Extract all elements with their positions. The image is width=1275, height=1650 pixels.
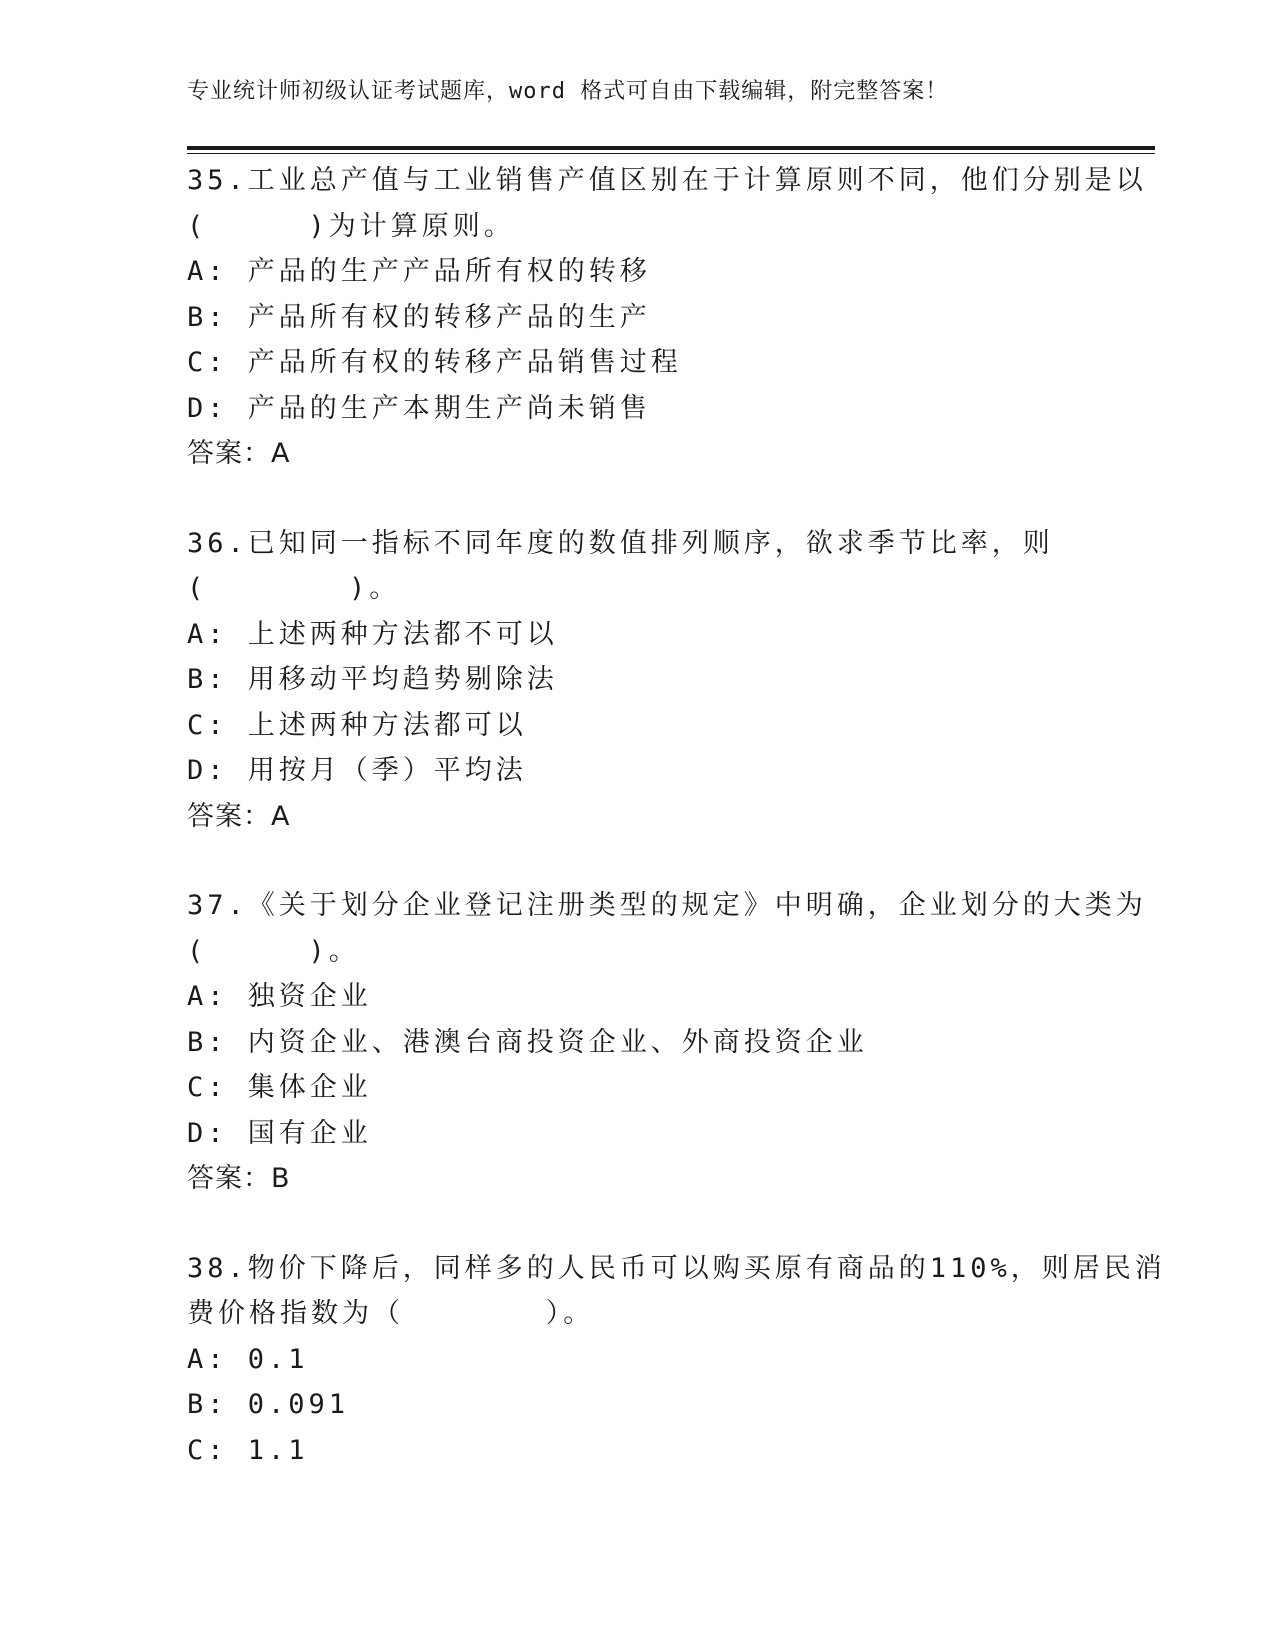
answer-label: 答案：B bbox=[187, 1163, 291, 1194]
question-stem: 36.已知同一指标不同年度的数值排列顺序，欲求季节比率，则 bbox=[187, 527, 1054, 559]
header-rule-thin bbox=[187, 153, 1155, 154]
option-a: A: 上述两种方法都不可以 bbox=[187, 618, 558, 650]
option-d: D: 产品的生产本期生产尚未销售 bbox=[187, 392, 651, 424]
question-stem-continued: ( )。 bbox=[187, 573, 401, 604]
option-c: C: 1.1 bbox=[187, 1434, 309, 1466]
question-list bbox=[187, 158, 1166, 1473]
option-c: C: 上述两种方法都可以 bbox=[187, 709, 527, 741]
option-c: C: 集体企业 bbox=[187, 1072, 372, 1103]
option-b: B: 用移动平均趋势剔除法 bbox=[187, 664, 558, 695]
option-b: B: 0.091 bbox=[187, 1389, 350, 1420]
answer-label: 答案：A bbox=[187, 800, 291, 832]
option-b: B: 产品所有权的转移产品的生产 bbox=[187, 301, 651, 333]
question-stem-continued: 费价格指数为（ ）。 bbox=[187, 1298, 595, 1329]
question-stem-continued: ( )为计算原则。 bbox=[187, 210, 515, 242]
question-stem: 35.工业总产值与工业销售产值区别在于计算原则不同，他们分别是以 bbox=[187, 165, 1147, 196]
question-stem-continued: ( )。 bbox=[187, 935, 360, 967]
question-stem: 37.《关于划分企业登记注册类型的规定》中明确，企业划分的大类为 bbox=[187, 890, 1147, 921]
option-b: B: 内资企业、港澳台商投资企业、外商投资企业 bbox=[187, 1026, 868, 1058]
page-header: 专业统计师初级认证考试题库，word 格式可自由下载编辑，附完整答案！ bbox=[187, 79, 949, 104]
option-d: D: 国有企业 bbox=[187, 1117, 372, 1149]
question-35 bbox=[187, 158, 1147, 477]
question-37 bbox=[187, 883, 1147, 1202]
option-c: C: 产品所有权的转移产品销售过程 bbox=[187, 347, 682, 378]
option-a: A: 产品的生产产品所有权的转移 bbox=[187, 256, 651, 287]
option-d: D: 用按月（季）平均法 bbox=[187, 755, 527, 786]
option-a: A: 独资企业 bbox=[187, 981, 372, 1012]
question-36 bbox=[187, 521, 1087, 840]
question-38 bbox=[187, 1246, 1166, 1474]
option-a: A: 0.1 bbox=[187, 1343, 309, 1375]
header-rule-thick bbox=[187, 146, 1155, 150]
question-stem: 38.物价下降后，同样多的人民币可以购买原有商品的110%，则居民消 bbox=[187, 1252, 1166, 1284]
answer-label: 答案：A bbox=[187, 438, 291, 469]
